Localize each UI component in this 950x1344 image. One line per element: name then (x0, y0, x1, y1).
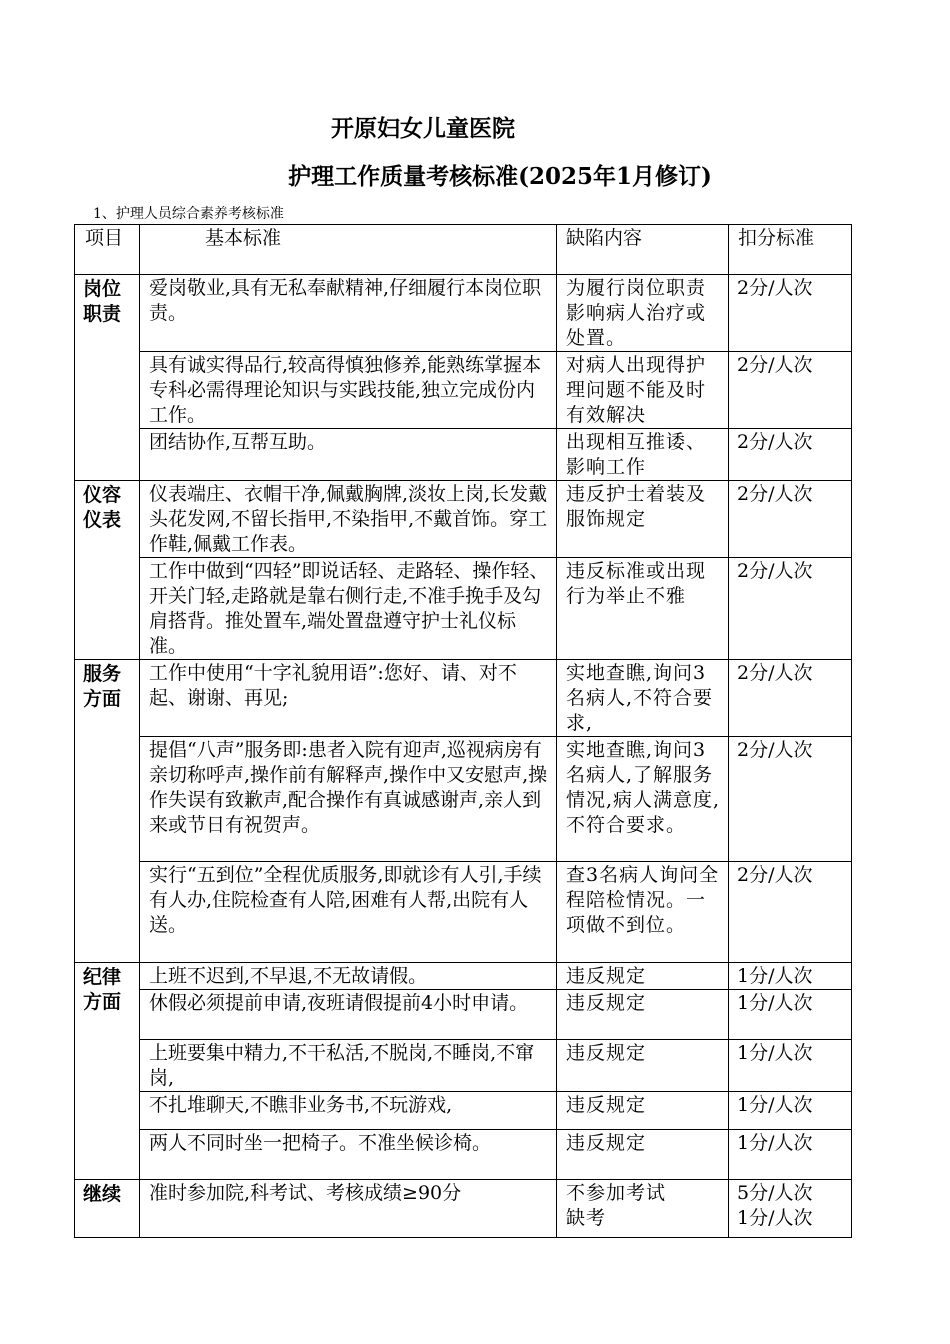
defect-cell: 违反标准或出现行为举止不雅 (557, 558, 729, 660)
deduction-cell: 2分/人次 (729, 862, 852, 963)
deduction-cell: 1分/人次 (729, 1092, 852, 1130)
standard-cell: 实行“五到位”全程优质服务,即就诊有人引,手续有人办,住院检查有人陪,困难有人帮,出院有人送。 (140, 862, 557, 963)
hospital-title: 开原妇女儿童医院 (331, 115, 515, 142)
standard-cell: 工作中使用“十字礼貌用语”:您好、请、对不起、谢谢、再见; (140, 660, 557, 737)
standard-cell: 准时参加院,科考试、考核成绩≥90分 (140, 1180, 557, 1238)
table-row (75, 1040, 852, 1092)
defect-line: 缺考 (566, 1207, 607, 1229)
standard-cell: 休假必须提前申请,夜班请假提前4小时申请。 (140, 990, 557, 1040)
defect-cell: 对病人出现得护理问题不能及时有效解决 (557, 352, 729, 429)
table-row (75, 1092, 852, 1130)
standard-cell: 仪表端庄、衣帽干净,佩戴胸牌,淡妆上岗,长发戴头花发网,不留长指甲,不染指甲,不戴首饰。穿工作鞋,佩戴工作表。 (140, 481, 557, 558)
standard-cell: 爱岗敬业,具有无私奉献精神,仔细履行本岗位职责。 (140, 275, 557, 352)
category-cell: 服务方面 (75, 660, 140, 963)
category-cell: 纪律方面 (75, 963, 140, 1180)
table-row (75, 481, 852, 558)
standard-cell: 工作中做到“四轻”即说话轻、走路轻、操作轻、开关门轻,走路就是靠右侧行走,不准手挽手及勾肩搭背。推处置车,端处置盘遵守护士礼仪标准。 (140, 558, 557, 660)
deduction-cell (729, 1180, 852, 1238)
deduction-cell: 2分/人次 (729, 737, 852, 862)
deduction-cell: 1分/人次 (729, 1040, 852, 1092)
deduction-cell: 2分/人次 (729, 481, 852, 558)
document-title: 护理工作质量考核标准(2025年1月修订) (288, 163, 712, 190)
table-row (75, 1130, 852, 1180)
section-heading: 1、护理人员综合素养考核标准 (93, 206, 284, 222)
standard-cell: 上班不迟到,不早退,不无故请假。 (140, 963, 557, 990)
defect-line: 不参加考试 (566, 1182, 667, 1204)
defect-cell: 违反规定 (557, 1092, 729, 1130)
standard-cell: 团结协作,互帮互助。 (140, 429, 557, 481)
defect-cell: 违反规定 (557, 963, 729, 990)
standard-cell: 提倡“八声”服务即:患者入院有迎声,巡视病房有亲切称呼声,操作前有解释声,操作中又安慰声,操作失误有致歉声,配合操作有真诚感谢声,亲人到来或节日有祝贺声。 (140, 737, 557, 862)
deduction-cell: 2分/人次 (729, 275, 852, 352)
deduction-cell: 2分/人次 (729, 558, 852, 660)
header-defect: 缺陷内容 (557, 225, 729, 275)
category-cell: 仪容仪表 (75, 481, 140, 660)
standard-cell: 不扎堆聊天,不瞧非业务书,不玩游戏, (140, 1092, 557, 1130)
deduction-cell: 1分/人次 (729, 990, 852, 1040)
defect-cell (557, 1180, 729, 1238)
defect-cell: 违反规定 (557, 1040, 729, 1092)
table-row (75, 558, 852, 660)
defect-cell: 实地查瞧,询问3名病人,了解服务情况,病人满意度,不符合要求。 (557, 737, 729, 862)
deduction-cell: 2分/人次 (729, 352, 852, 429)
assessment-table (74, 224, 852, 1238)
table-row (75, 862, 852, 963)
defect-cell: 违反规定 (557, 1130, 729, 1180)
table-row (75, 352, 852, 429)
category-cell: 岗位职责 (75, 275, 140, 481)
table-row (75, 275, 852, 352)
defect-cell: 查3名病人询问全程陪检情况。一项做不到位。 (557, 862, 729, 963)
table-row (75, 990, 852, 1040)
table-row (75, 737, 852, 862)
table-row (75, 1180, 852, 1238)
standard-cell: 上班要集中精力,不干私活,不脱岗,不睡岗,不窜岗, (140, 1040, 557, 1092)
deduction-cell: 2分/人次 (729, 660, 852, 737)
deduction-line: 5分/人次 (737, 1182, 813, 1204)
standard-cell: 两人不同时坐一把椅子。不准坐候诊椅。 (140, 1130, 557, 1180)
table-header-row (75, 225, 852, 275)
defect-cell: 为履行岗位职责影响病人治疗或处置。 (557, 275, 729, 352)
defect-cell: 违反规定 (557, 990, 729, 1040)
defect-cell: 实地查瞧,询问3名病人,不符合要求, (557, 660, 729, 737)
header-deduction: 扣分标准 (729, 225, 852, 275)
table-row (75, 963, 852, 990)
deduction-cell: 2分/人次 (729, 429, 852, 481)
table-row (75, 660, 852, 737)
header-standard: 基本标准 (140, 225, 557, 275)
table-row (75, 429, 852, 481)
deduction-cell: 1分/人次 (729, 1130, 852, 1180)
deduction-cell: 1分/人次 (729, 963, 852, 990)
header-item: 项目 (75, 225, 140, 275)
defect-cell: 出现相互推诿、影响工作 (557, 429, 729, 481)
defect-cell: 违反护士着装及服饰规定 (557, 481, 729, 558)
standard-cell: 具有诚实得品行,较高得慎独修养,能熟练掌握本专科必需得理论知识与实践技能,独立完成份内工作。 (140, 352, 557, 429)
deduction-line: 1分/人次 (737, 1207, 813, 1229)
category-cell: 继续 (75, 1180, 140, 1238)
